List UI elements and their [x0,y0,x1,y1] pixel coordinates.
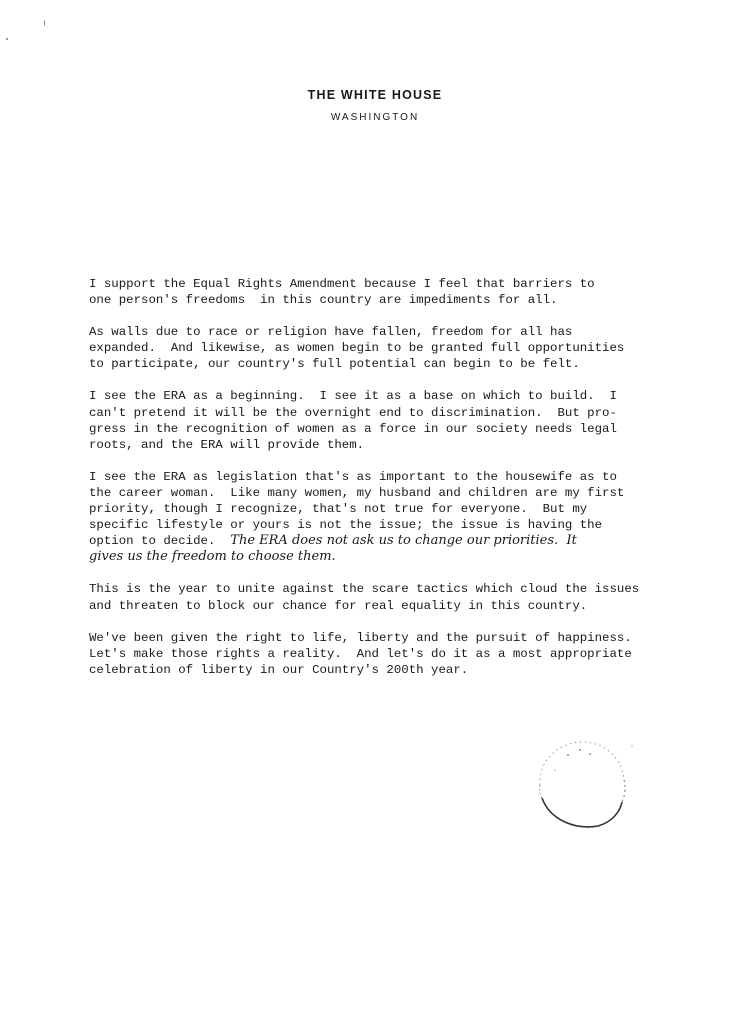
text-line: one person's freedoms in this country are impediments for all. [89,293,558,308]
text-line: We've been given the right to life, liberty and the pursuit of happiness. [89,630,632,645]
text-plain: option to decide. [89,534,231,549]
text-line: expanded. And likewise, as women begin to be granted full opportunities [89,341,625,356]
scan-speck [44,20,45,26]
text-line: can't pretend it will be the overnight end to discrimination. But pro- [89,405,617,420]
text-line: priority, though I recognize, that's not true for everyone. But my [89,502,588,517]
paragraph-6 [89,630,689,678]
scan-speck [6,38,8,40]
text-line: Let's make those rights a reality. And let's do it as a most appropriate [89,646,632,661]
paragraph-2 [89,324,689,372]
handwritten-addition: The ERA does not ask us to change our priorities. It [230,533,577,549]
paragraph-3 [89,388,689,452]
text-line: gress in the recognition of women as a force in our society needs legal [89,421,617,436]
text-line: I support the Equal Rights Amendment because I feel that barriers to [89,277,595,291]
text-line: specific lifestyle or yours is not the issue; the issue is having the [89,518,603,533]
text-line: I see the ERA as legislation that's as important to the housewife as to [89,469,617,484]
faint-seal-mark [520,730,640,840]
text-line: celebration of liberty in our Country's 200th year. [89,662,469,677]
text-line: to participate, our country's full potential can begin to be felt. [89,357,580,372]
paragraph-1 [89,276,689,308]
text-line: This is the year to unite against the scare tactics which cloud the issues [89,582,640,597]
letterhead-title: THE WHITE HOUSE [307,88,443,102]
mixed-line [89,533,689,549]
letterhead-subtitle: WASHINGTON [330,112,420,123]
text-line: As walls due to race or religion have fallen, freedom for all has [89,325,573,340]
text-line: and threaten to block our chance for real equality in this country. [89,598,588,613]
letter-body [89,276,689,694]
handwritten-addition: gives us the freedom to choose them. [89,549,336,565]
text-line: I see the ERA as a beginning. I see it as a base on which to build. I [89,389,617,404]
paragraph-4 [89,469,689,566]
text-line: roots, and the ERA will provide them. [89,437,365,452]
paragraph-5 [89,581,689,613]
text-line: the career woman. Like many women, my husband and children are my first [89,485,625,500]
